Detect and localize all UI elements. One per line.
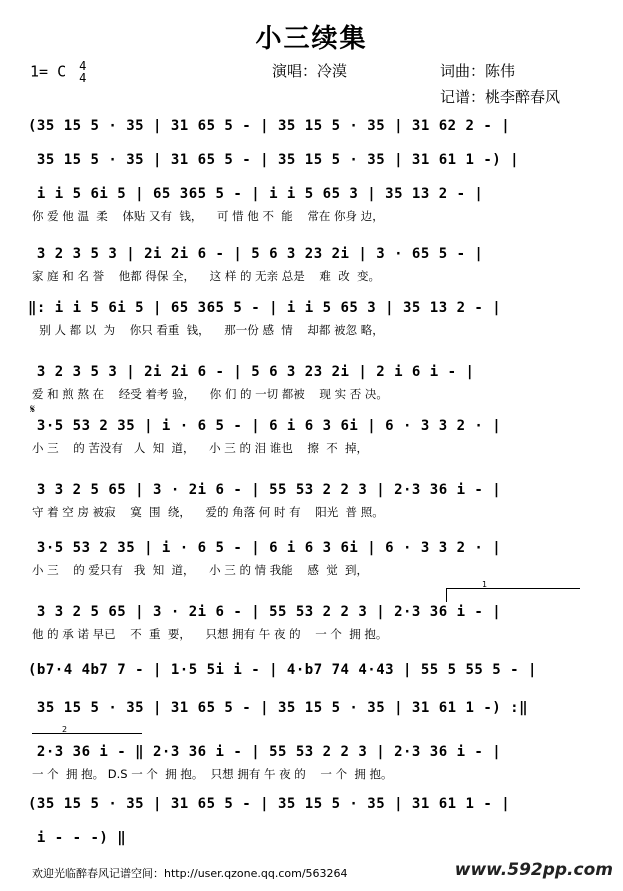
notation-row: (b7·4 4b7 7 - | 1·5 5i i - | 4·b7 74 4·43 | 55 5 55 5 - | (28, 662, 537, 678)
lyric-row: 守 着 空 房 被寂 寞 围 绕， 爱的 角落 何 时 有 阳光 普 照。 (32, 505, 384, 519)
lyric-row: 小 三 的 爱只有 我 知 道， 小 三 的 情 我能 感 觉 到， (32, 563, 369, 577)
notation-row: 3·5 53 2 35 | i · 6 5 - | 6 i 6 3 6i | 6 · 3 3 2 · | (28, 418, 502, 434)
notation-row: 3 3 2 5 65 | 3 · 2i 6 - | 55 53 2 2 3 | 2·3 36 i - | (28, 482, 502, 498)
lyric-row: 你 爱 他 温 柔 体贴 又有 钱， 可 惜 他 不 能 常在 你身 边， (32, 209, 384, 223)
volta-2-label: 2 (62, 725, 68, 734)
notation-row: i i 5 6i 5 | 65 365 5 - | i i 5 65 3 | 35 13 2 - | (28, 186, 484, 202)
volta-2-bracket (32, 733, 142, 734)
notation-row: i - - -) ‖ (28, 830, 127, 846)
composer-credit: 词曲：陈伟 (440, 62, 516, 80)
lyric-row: 他 的 承 诺 早已 不 重 要， 只想 拥有 午 夜 的 一 个 拥 抱。 (32, 627, 388, 641)
time-bottom: 4 (79, 71, 87, 85)
segno-sign: 𝄋 (30, 402, 36, 416)
notation-row: 35 15 5 · 35 | 31 65 5 - | 35 15 5 · 35 | 31 61 1 -) :‖ (28, 700, 529, 716)
lyric-row: 一 个 拥 抱。 D.S 一 个 拥 抱。 只想 拥有 午 夜 的 一 个 拥 抱。 (32, 767, 393, 781)
volta-1-bracket (446, 588, 580, 589)
notation-row: ‖: i i 5 6i 5 | 65 365 5 - | i i 5 65 3 | 35 13 2 - | (28, 300, 502, 316)
key-signature (30, 60, 86, 84)
notation-row: (35 15 5 · 35 | 31 65 5 - | 35 15 5 · 35 | 31 61 1 - | (28, 796, 511, 812)
site-watermark: www.592pp.com (454, 860, 613, 880)
time-top: 4 (79, 59, 87, 73)
notation-row: 3 2 3 5 3 | 2i 2i 6 - | 5 6 3 23 2i | 3 · 65 5 - | (28, 246, 484, 262)
volta-1-edge (446, 588, 447, 602)
notation-row: 3 3 2 5 65 | 3 · 2i 6 - | 55 53 2 2 3 | 2·3 36 i - | (28, 604, 502, 620)
time-signature (79, 60, 86, 84)
notation-row: 3 2 3 5 3 | 2i 2i 6 - | 5 6 3 23 2i | 2 i 6 i - | (28, 364, 475, 380)
lyric-row: 爱 和 煎 熬 在 经受 着考 验， 你 们 的 一切 都被 现 实 否 决。 (32, 387, 388, 401)
lyric-row: 家 庭 和 名 誉 他都 得保 全， 这 样 的 无亲 总是 难 改 变。 (32, 269, 381, 283)
notation-row: 35 15 5 · 35 | 31 65 5 - | 35 15 5 · 35 | 31 61 1 -) | (28, 152, 520, 168)
footer-text: 欢迎光临醉春风记谱空间：http://user.qzone.qq.com/563264 (32, 867, 348, 880)
notation-row: 2·3 36 i - ‖ 2·3 36 i - | 55 53 2 2 3 | 2·3 36 i - | (28, 744, 502, 760)
notation-row: 3·5 53 2 35 | i · 6 5 - | 6 i 6 3 6i | 6 · 3 3 2 · | (28, 540, 502, 556)
notation-row: (35 15 5 · 35 | 31 65 5 - | 35 15 5 · 35 | 31 62 2 - | (28, 118, 511, 134)
lyric-row: 小 三 的 苦没有 人 知 道， 小 三 的 泪 谁也 擦 不 掉， (32, 441, 369, 455)
key-label: 1= C (30, 62, 67, 81)
lyric-row: 别 人 都 以 为 你只 看重 钱， 那一份 感 情 却都 被忽 略， (32, 323, 384, 337)
transcriber-credit: 记谱：桃李醉春风 (440, 88, 561, 106)
volta-1-label: 1 (482, 580, 488, 589)
singer-credit: 演唱：冷漠 (272, 62, 348, 80)
song-title: 小三续集 (255, 24, 368, 54)
